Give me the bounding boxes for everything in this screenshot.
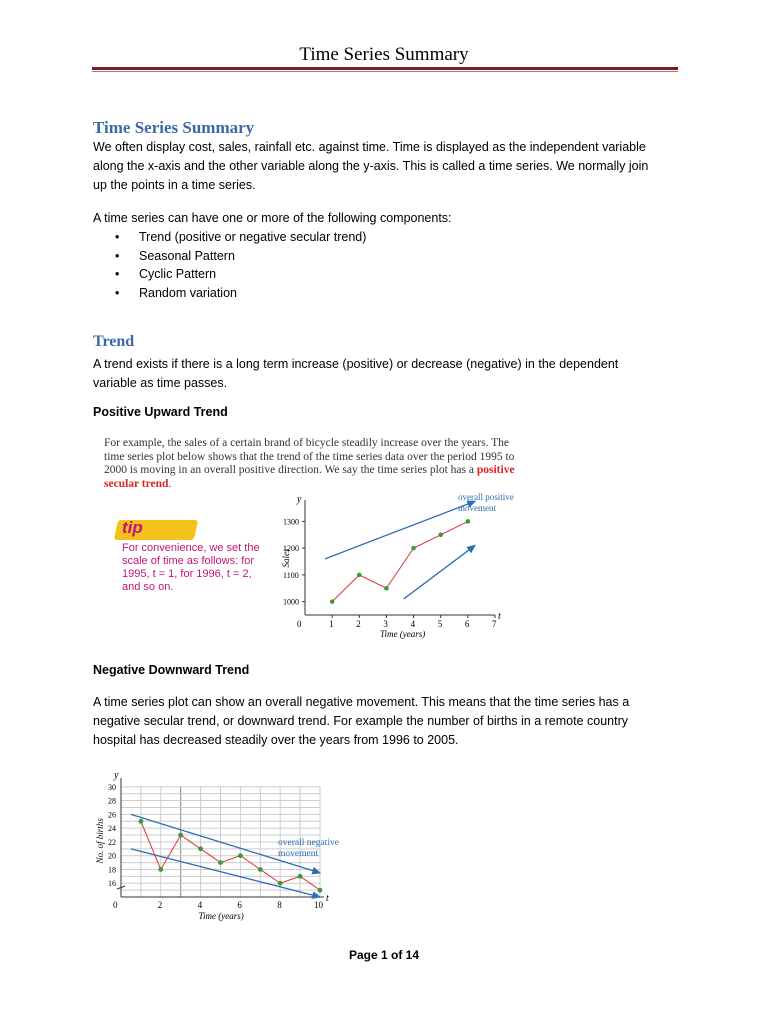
excerpt-highlight: positive (476, 464, 515, 476)
trend-line: variable as time passes. (93, 376, 228, 390)
data-point (298, 874, 303, 879)
excerpt-line: time series plot below shows that the trend of the time series data over the period 1995 to (104, 450, 515, 463)
header-rule (92, 67, 678, 70)
data-point (198, 846, 203, 851)
x-axis-name: t (498, 611, 501, 622)
negative-trend-heading: Negative Downward Trend (93, 663, 250, 677)
births-chart (88, 766, 358, 926)
data-point (218, 860, 223, 865)
y-tick-label: 1200 (283, 544, 299, 554)
excerpt-highlight: secular trend (104, 477, 169, 490)
intro-line: along the x-axis and the other variable along the y-axis. This is called a time series. We normally join (93, 159, 649, 173)
annotation-label: movement (458, 503, 496, 513)
data-point (238, 853, 243, 858)
trend-line: A trend exists if there is a long term increase (positive) or decrease (negative) in the dependent (93, 357, 619, 371)
x-axis-name: t (326, 893, 329, 904)
series-line (332, 521, 468, 601)
y-tick-label: 20 (108, 851, 116, 861)
data-point (330, 599, 335, 604)
annotation-label: movement (278, 849, 319, 859)
x-axis-label: Time (years) (380, 629, 426, 639)
y-tick-label: 30 (108, 782, 116, 792)
tip-label: tip (122, 518, 143, 537)
x-tick-label: 5 (437, 619, 443, 629)
x-tick-label: 6 (237, 900, 242, 910)
data-point (139, 819, 144, 824)
negative-paragraph (93, 693, 683, 750)
trend-heading: Trend (93, 333, 135, 350)
x-tick-label: 3 (383, 619, 388, 629)
annotation-label: overall positive (458, 492, 514, 502)
x-tick-label: 2 (157, 900, 163, 910)
list-item: • Random variation (115, 284, 366, 303)
tip-text (122, 542, 262, 594)
x-tick-label: 1 (329, 619, 334, 629)
trend-paragraph (93, 355, 683, 393)
y-tick-label: 22 (108, 837, 116, 847)
list-item: • Trend (positive or negative secular trend) (115, 228, 366, 247)
list-item: • Cyclic Pattern (115, 265, 366, 284)
excerpt-line: 2000 is moving in an overall positive direction. We say the time series plot has a (104, 464, 474, 476)
components-intro: A time series can have one or more of the following components: (93, 211, 452, 225)
negative-line: A time series plot can show an overall negative movement. This means that the time series has a (93, 695, 630, 709)
data-point (158, 867, 163, 872)
data-point (411, 546, 416, 551)
excerpt-end: . (168, 477, 172, 490)
y-tick-label: 24 (108, 824, 116, 834)
sales-chart (280, 490, 520, 640)
tip-line: 1995, t = 1, for 1996, t = 2, (122, 568, 252, 580)
negative-line: hospital has decreased steadily over the years from 1996 to 2005. (93, 733, 459, 747)
x-tick-label: 2 (356, 619, 361, 629)
x-tick-label: 6 (464, 619, 470, 629)
positive-trend-heading: Positive Upward Trend (93, 405, 228, 419)
y-tick-label: 26 (108, 810, 116, 820)
components-list (115, 228, 366, 302)
x-tick-label: 8 (277, 900, 282, 910)
x-tick-label: 10 (314, 900, 323, 910)
data-point (384, 586, 389, 591)
y-tick-label: 1100 (283, 570, 299, 580)
data-point (438, 532, 443, 537)
x-tick-label: 7 (492, 619, 497, 629)
y-tick-label: 16 (108, 879, 116, 889)
y-tick-label: 1300 (283, 517, 299, 527)
data-point (278, 881, 283, 886)
list-item: • Seasonal Pattern (115, 247, 366, 266)
excerpt-line: For example, the sales of a certain brand of bicycle steadily increase over the years. The (104, 437, 509, 449)
annotation-label: overall negative (278, 838, 339, 848)
y-tick-label: 18 (108, 865, 116, 875)
x-tick-label: 4 (197, 900, 203, 910)
x-tick-label: 0 (297, 619, 302, 629)
tip-line: scale of time as follows: for (122, 555, 255, 567)
tip-line: and so on. (122, 581, 174, 593)
data-point (318, 888, 323, 893)
trend-arrow (404, 545, 475, 599)
y-tick-label: 1000 (283, 597, 299, 607)
negative-line: negative secular trend, or downward trend. For example the number of births in a remote country (93, 714, 628, 728)
y-axis-label: Sales (281, 548, 291, 568)
data-point (258, 867, 263, 872)
header-rule-thin (92, 71, 678, 72)
x-tick-label: 0 (113, 900, 118, 910)
data-point (178, 833, 183, 838)
y-axis-label: No. of births (95, 818, 105, 864)
y-axis-name: y (114, 770, 119, 781)
y-axis-name: y (297, 494, 302, 505)
page-number: Page 1 of 14 (348, 948, 420, 962)
x-axis-label: Time (years) (198, 911, 244, 921)
intro-line: We often display cost, sales, rainfall etc. against time. Time is displayed as the independent variable (93, 140, 646, 154)
intro-line: up the points in a time series. (93, 178, 256, 192)
trend-arrow (325, 501, 475, 559)
y-tick-label: 28 (108, 796, 116, 806)
tip-line: For convenience, we set the (122, 542, 260, 554)
textbook-excerpt (104, 437, 534, 491)
section-heading: Time Series Summary (93, 118, 255, 137)
data-point (466, 519, 471, 524)
data-point (357, 573, 362, 578)
page-header-title: Time Series Summary (299, 44, 469, 65)
x-tick-label: 4 (410, 619, 416, 629)
intro-paragraph (93, 138, 683, 195)
